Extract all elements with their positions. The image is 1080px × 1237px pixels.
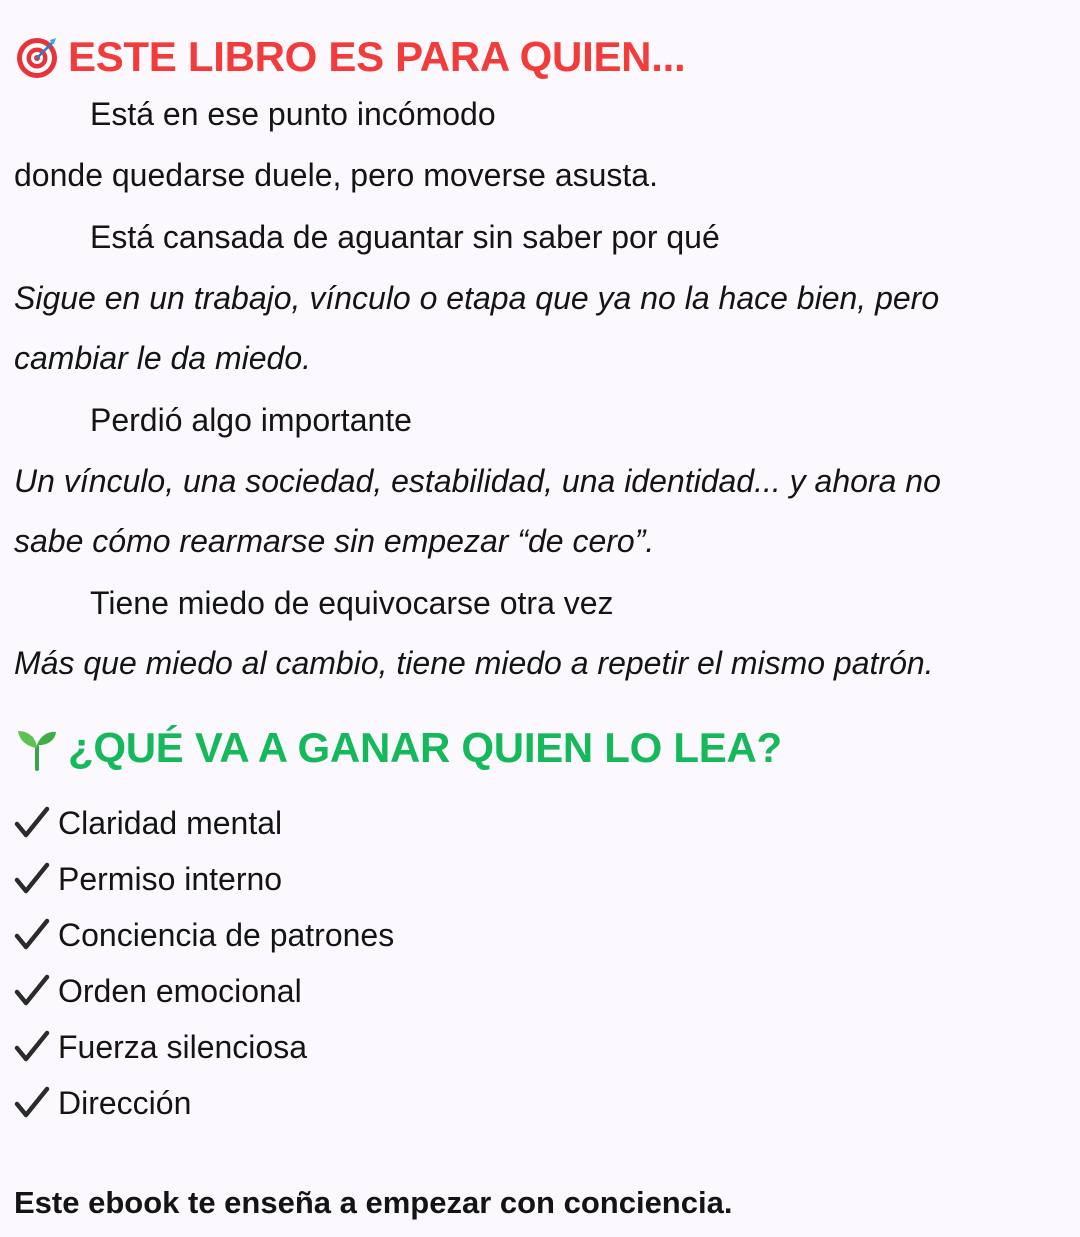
audience-point-description: Más que miedo al cambio, tiene miedo a repetir el mismo patrón. [14, 645, 934, 681]
section-heading-text: ESTE LIBRO ES PARA QUIEN... [68, 33, 686, 80]
benefit-item [14, 1086, 191, 1120]
audience-point-description: sabe cómo rearmarse sin empezar “de cero”. [14, 523, 655, 559]
section-heading-audience [14, 34, 685, 80]
section-heading-text: ¿QUÉ VA A GANAR QUIEN LO LEA? [68, 724, 782, 771]
benefit-label: Fuerza silenciosa [58, 1029, 307, 1065]
closing-statement: Este ebook te enseña a empezar con conciencia. [14, 1185, 733, 1220]
benefit-item [14, 862, 282, 896]
benefit-item [14, 918, 394, 952]
check-icon [14, 1030, 50, 1064]
check-icon [14, 806, 50, 840]
check-icon [14, 1086, 50, 1120]
benefit-label: Claridad mental [58, 805, 283, 841]
audience-point-description: Sigue en un trabajo, vínculo o etapa que ya no la hace bien, pero [14, 280, 940, 316]
seedling-icon [14, 725, 60, 771]
benefit-item [14, 974, 302, 1008]
benefit-label: Conciencia de patrones [58, 917, 395, 953]
benefit-label: Orden emocional [58, 973, 302, 1009]
benefit-item [14, 1030, 307, 1064]
benefit-label: Dirección [58, 1085, 192, 1121]
check-icon [14, 918, 50, 952]
check-icon [14, 974, 50, 1008]
audience-point-title: Está cansada de aguantar sin saber por qué [90, 219, 720, 255]
audience-point-title: Está en ese punto incómodo [90, 96, 496, 132]
audience-point-description: cambiar le da miedo. [14, 340, 312, 376]
check-icon [14, 862, 50, 896]
target-icon [14, 34, 60, 80]
benefit-label: Permiso interno [58, 861, 283, 897]
section-heading-benefits [14, 725, 782, 771]
audience-point-title: Perdió algo importante [90, 402, 412, 438]
audience-point-text: donde quedarse duele, pero moverse asusta. [14, 157, 658, 193]
benefit-item [14, 806, 282, 840]
audience-point-title: Tiene miedo de equivocarse otra vez [90, 585, 614, 621]
audience-point-description: Un vínculo, una sociedad, estabilidad, una identidad... y ahora no [14, 463, 941, 499]
